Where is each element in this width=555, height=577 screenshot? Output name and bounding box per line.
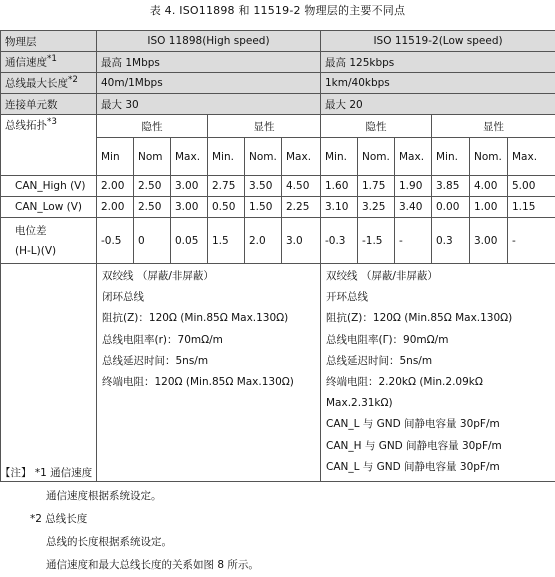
note-2-heading: *2 总线长度 — [30, 513, 88, 525]
value-cell: 1.60 — [321, 176, 358, 197]
note-1-text: 通信速度根据系统设定。 — [46, 490, 162, 502]
value-cell: - — [395, 218, 432, 264]
sub-header: Max. — [282, 138, 321, 176]
cable-spec-row — [1, 264, 555, 482]
value-cell: 0.05 — [171, 218, 208, 264]
ls-recessive-header: 隐性 — [321, 115, 432, 138]
header-physical-layer: 物理层 — [1, 31, 97, 52]
level-header-row — [1, 115, 555, 138]
high-speed-value: 40m/1Mbps — [97, 73, 321, 94]
spec-line: 阻抗(Z)：120Ω (Min.85Ω Max.130Ω) — [326, 312, 513, 325]
note-lead: 【注】 *1 通信速度 — [0, 467, 93, 479]
diff-row — [1, 218, 555, 264]
value-cell: 0 — [134, 218, 171, 264]
spec-line: 总线电阻率(Γ)：90mΩ/m — [326, 333, 449, 346]
sub-header: Max. — [395, 138, 432, 176]
table-title: 表 4. ISO11898 和 11519-2 物理层的主要不同点 — [149, 4, 406, 17]
spec-line: 双绞线 （屏蔽/非屏蔽） — [102, 270, 214, 282]
value-cell: 0.3 — [432, 218, 470, 264]
table-row — [1, 94, 555, 115]
spec-line: 终端电阻：2.20kΩ (Min.2.09kΩ — [326, 376, 483, 389]
row-label-can-high: CAN_High (V) — [1, 176, 97, 197]
value-cell: 1.15 — [508, 197, 555, 218]
can-low-row — [1, 197, 555, 218]
hs-cable-spec — [97, 264, 321, 482]
physical-layer-table — [0, 30, 555, 482]
value-cell: 3.25 — [358, 197, 395, 218]
value-cell: 2.00 — [97, 197, 134, 218]
spec-line: CAN_L 与 GND 间静电容量 30pF/m — [326, 418, 500, 431]
sub-header: Nom — [134, 138, 171, 176]
value-cell: 1.50 — [245, 197, 282, 218]
row-label-max-length: 总线最大长度$^{*2}$ — [1, 73, 97, 94]
spec-line: 终端电阻：120Ω (Min.85Ω Max.130Ω) — [102, 376, 294, 389]
value-cell: 2.25 — [282, 197, 321, 218]
value-cell: 1.90 — [395, 176, 432, 197]
sub-header: Nom. — [470, 138, 508, 176]
value-cell: -1.5 — [358, 218, 395, 264]
value-cell: 0.50 — [208, 197, 245, 218]
low-speed-value: 最大 20 — [321, 94, 555, 115]
sub-header: Min — [97, 138, 134, 176]
value-cell: 2.00 — [97, 176, 134, 197]
spec-line: CAN_L 与 GND 间静电容量 30pF/m — [326, 460, 500, 473]
can-high-row — [1, 176, 555, 197]
ls-dominant-header: 显性 — [432, 115, 555, 138]
value-cell: 0.00 — [432, 197, 470, 218]
value-cell: 1.00 — [470, 197, 508, 218]
value-cell: 5.00 — [508, 176, 555, 197]
sub-header: Nom. — [358, 138, 395, 176]
spec-line: 总线延迟时间：5ns/m — [326, 354, 433, 367]
spec-line: 开环总线 — [326, 291, 368, 304]
table-row — [1, 52, 555, 73]
spec-line: CAN_H 与 GND 间静电容量 30pF/m — [326, 439, 502, 452]
row-label-topology: 总线拓扑$^{*3}$ — [1, 115, 97, 176]
header-high-speed: ISO 11898(High speed) — [97, 31, 321, 52]
row-label-speed: 通信速度$^{*1}$ — [1, 52, 97, 73]
value-cell: 2.0 — [245, 218, 282, 264]
value-cell: 3.50 — [245, 176, 282, 197]
note-2-text-b: 通信速度和最大总线长度的关系如图 8 所示。 — [46, 559, 259, 571]
note-2-text-a: 总线的长度根据系统设定。 — [46, 536, 172, 548]
value-cell: 3.85 — [432, 176, 470, 197]
value-cell: 1.75 — [358, 176, 395, 197]
sub-header: Min. — [321, 138, 358, 176]
row-label-units: 连接单元数 — [1, 94, 97, 115]
value-cell: - — [508, 218, 555, 264]
spec-line: 阻抗(Z)：120Ω (Min.85Ω Max.130Ω) — [102, 312, 289, 325]
sub-header: Min. — [432, 138, 470, 176]
table-header-row — [1, 31, 555, 52]
spec-line: Max.2.31kΩ) — [326, 397, 393, 410]
value-cell: 2.50 — [134, 197, 171, 218]
hs-recessive-header: 隐性 — [97, 115, 208, 138]
value-cell: 1.5 — [208, 218, 245, 264]
sub-header: Max. — [508, 138, 555, 176]
sub-header: Min. — [208, 138, 245, 176]
row-label-can-low: CAN_Low (V) — [1, 197, 97, 218]
low-speed-value: 1km/40kbps — [321, 73, 555, 94]
value-cell: 3.40 — [395, 197, 432, 218]
value-cell: 4.00 — [470, 176, 508, 197]
value-cell: 4.50 — [282, 176, 321, 197]
value-cell: 2.50 — [134, 176, 171, 197]
value-cell: -0.5 — [97, 218, 134, 264]
empty-label-cell — [1, 264, 97, 482]
high-speed-value: 最大 30 — [97, 94, 321, 115]
sub-header: Max. — [171, 138, 208, 176]
value-cell: 3.0 — [282, 218, 321, 264]
spec-line: 总线电阻率(r)：70mΩ/m — [102, 333, 223, 346]
table-row — [1, 73, 555, 94]
notes-section — [0, 462, 259, 577]
value-cell: 2.75 — [208, 176, 245, 197]
value-cell: 3.00 — [470, 218, 508, 264]
spec-line: 双绞线 （屏蔽/非屏蔽） — [326, 270, 438, 282]
spec-line: 闭环总线 — [102, 291, 144, 304]
high-speed-value: 最高 1Mbps — [97, 52, 321, 73]
ls-cable-spec — [321, 264, 555, 482]
value-cell: 3.00 — [171, 176, 208, 197]
row-label-diff: 电位差 (H-L)(V) — [1, 218, 97, 264]
value-cell: 3.10 — [321, 197, 358, 218]
hs-dominant-header: 显性 — [208, 115, 321, 138]
value-cell: -0.3 — [321, 218, 358, 264]
value-cell: 3.00 — [171, 197, 208, 218]
header-low-speed: ISO 11519-2(Low speed) — [321, 31, 555, 52]
low-speed-value: 最高 125kbps — [321, 52, 555, 73]
sub-header: Nom. — [245, 138, 282, 176]
spec-line: 总线延迟时间：5ns/m — [102, 354, 209, 367]
